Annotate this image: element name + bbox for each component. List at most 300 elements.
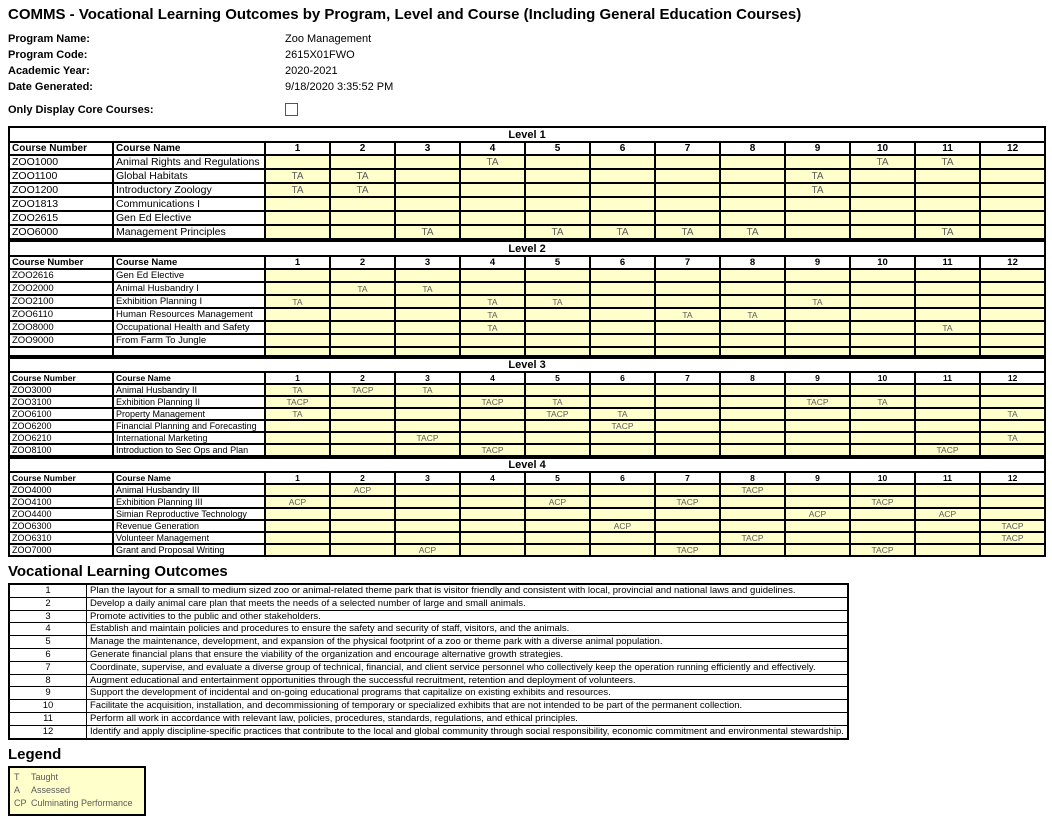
course-name-cell: Exhibition Planning II <box>113 396 265 408</box>
course-row <box>9 444 1045 456</box>
outcome-column-header: 6 <box>590 256 655 269</box>
mark-cell: TA <box>655 308 720 321</box>
course-row <box>9 384 1045 396</box>
mark-cell <box>850 269 915 282</box>
mark-cell <box>655 197 720 211</box>
mark-cell <box>265 532 330 544</box>
outcome-row <box>9 712 848 725</box>
mark-cell <box>915 384 980 396</box>
mark-cell <box>330 334 395 347</box>
outcome-column-header: 1 <box>265 472 330 484</box>
mark-cell <box>525 269 590 282</box>
outcome-column-header: 4 <box>460 142 525 155</box>
outcome-number-cell: 12 <box>9 725 87 738</box>
mark-cell <box>980 282 1045 295</box>
mark-cell <box>655 295 720 308</box>
mark-cell <box>720 420 785 432</box>
mark-cell <box>785 308 850 321</box>
outcome-row <box>9 674 848 687</box>
course-name-cell: Simian Reproductive Technology <box>113 508 265 520</box>
outcome-text-cell: Perform all work in accordance with relevant law, policies, procedures, standards, regulations, and ethical principles. <box>87 712 848 725</box>
mark-cell <box>265 269 330 282</box>
outcome-text-cell: Identify and apply discipline-specific practices that contribute to the local and global community through social responsibility, economic commitment and environmental stewardship. <box>87 725 848 738</box>
mark-cell: TACP <box>330 384 395 396</box>
course-number-cell: ZOO2100 <box>9 295 113 308</box>
mark-cell <box>590 432 655 444</box>
legend-label: Culminating Performance <box>31 798 133 809</box>
mark-cell <box>655 532 720 544</box>
mark-cell <box>980 396 1045 408</box>
mark-cell: TA <box>720 225 785 239</box>
mark-cell <box>915 520 980 532</box>
outcome-column-header: 12 <box>980 372 1045 384</box>
outcome-column-header: 11 <box>915 472 980 484</box>
mark-cell <box>330 444 395 456</box>
mark-cell: TA <box>460 155 525 169</box>
course-name-cell: Exhibition Planning III <box>113 496 265 508</box>
mark-cell <box>655 420 720 432</box>
outcome-column-header: 10 <box>850 472 915 484</box>
course-number-cell: ZOO4100 <box>9 496 113 508</box>
mark-cell <box>720 183 785 197</box>
mark-cell <box>720 282 785 295</box>
matrix-header-row <box>9 142 1045 155</box>
mark-cell <box>460 484 525 496</box>
outcome-row <box>9 584 848 597</box>
mark-cell <box>915 211 980 225</box>
mark-cell <box>980 211 1045 225</box>
matrix-header-row <box>9 372 1045 384</box>
mark-cell <box>655 444 720 456</box>
level-4-table <box>8 457 1046 557</box>
course-number-cell: ZOO6000 <box>9 225 113 239</box>
mark-cell <box>395 155 460 169</box>
outcome-column-header: 2 <box>330 256 395 269</box>
mark-cell <box>525 183 590 197</box>
mark-cell <box>265 420 330 432</box>
outcome-column-header: 2 <box>330 472 395 484</box>
outcome-number-cell: 3 <box>9 610 87 623</box>
mark-cell <box>785 408 850 420</box>
mark-cell <box>720 432 785 444</box>
outcome-column-header: 10 <box>850 256 915 269</box>
mark-cell <box>525 211 590 225</box>
course-number-cell: ZOO1200 <box>9 183 113 197</box>
mark-cell <box>980 169 1045 183</box>
course-row <box>9 520 1045 532</box>
level-band-row <box>9 127 1045 142</box>
mark-cell <box>395 532 460 544</box>
blank-mark-cell <box>720 347 785 356</box>
mark-cell <box>460 169 525 183</box>
mark-cell: ACP <box>525 496 590 508</box>
legend-title: Legend <box>8 745 62 763</box>
mark-cell <box>980 269 1045 282</box>
level-band-label: Level 3 <box>9 358 1045 372</box>
mark-cell: ACP <box>395 544 460 556</box>
mark-cell <box>265 484 330 496</box>
mark-cell <box>915 484 980 496</box>
course-row <box>9 496 1045 508</box>
outcome-column-header: 9 <box>785 372 850 384</box>
course-number-cell: ZOO3000 <box>9 384 113 396</box>
mark-cell <box>590 169 655 183</box>
blank-mark-cell <box>850 347 915 356</box>
course-name-cell: Animal Husbandry I <box>113 282 265 295</box>
mark-cell <box>720 408 785 420</box>
mark-cell <box>980 544 1045 556</box>
mark-cell: TA <box>330 282 395 295</box>
program-name-label: Program Name: <box>8 33 90 45</box>
outcome-column-header: 8 <box>720 256 785 269</box>
mark-cell: TA <box>395 384 460 396</box>
mark-cell <box>915 282 980 295</box>
mark-cell: TA <box>525 295 590 308</box>
mark-cell <box>915 496 980 508</box>
outcome-column-header: 2 <box>330 372 395 384</box>
mark-cell <box>460 384 525 396</box>
course-name-cell: Gen Ed Elective <box>113 211 265 225</box>
mark-cell: TACP <box>460 396 525 408</box>
mark-cell <box>330 321 395 334</box>
mark-cell <box>525 169 590 183</box>
mark-cell <box>525 532 590 544</box>
mark-cell: TACP <box>785 396 850 408</box>
course-row <box>9 295 1045 308</box>
mark-cell <box>785 544 850 556</box>
mark-cell: TA <box>980 432 1045 444</box>
course-row <box>9 532 1045 544</box>
outcome-text-cell: Support the development of incidental and on-going educational programs that capitalize on existing exhibits and resources. <box>87 687 848 700</box>
outcome-column-header: 8 <box>720 472 785 484</box>
mark-cell <box>590 444 655 456</box>
outcome-text-cell: Develop a daily animal care plan that meets the needs of a selected number of large and small animals. <box>87 597 848 610</box>
mark-cell <box>785 155 850 169</box>
course-name-cell: Exhibition Planning I <box>113 295 265 308</box>
legend-code: CP <box>14 798 27 809</box>
mark-cell <box>850 321 915 334</box>
course-number-cell: ZOO2615 <box>9 211 113 225</box>
mark-cell <box>720 396 785 408</box>
mark-cell: TA <box>525 225 590 239</box>
mark-cell <box>395 183 460 197</box>
blank-mark-cell <box>265 347 330 356</box>
mark-cell <box>395 408 460 420</box>
outcome-column-header: 5 <box>525 372 590 384</box>
mark-cell <box>265 211 330 225</box>
course-name-cell: Occupational Health and Safety <box>113 321 265 334</box>
outcome-row <box>9 700 848 713</box>
mark-cell <box>655 211 720 225</box>
outcome-column-header: 10 <box>850 372 915 384</box>
outcome-column-header: 4 <box>460 472 525 484</box>
matrix-header-row <box>9 472 1045 484</box>
mark-cell <box>525 384 590 396</box>
outcome-number-cell: 2 <box>9 597 87 610</box>
mark-cell <box>915 432 980 444</box>
mark-cell <box>265 225 330 239</box>
mark-cell <box>590 334 655 347</box>
mark-cell <box>785 484 850 496</box>
outcome-column-header: 2 <box>330 142 395 155</box>
mark-cell <box>980 308 1045 321</box>
mark-cell <box>850 308 915 321</box>
mark-cell <box>655 520 720 532</box>
mark-cell <box>330 197 395 211</box>
blank-mark-cell <box>980 347 1045 356</box>
course-row <box>9 334 1045 347</box>
mark-cell <box>980 384 1045 396</box>
outcome-row <box>9 623 848 636</box>
outcome-row <box>9 636 848 649</box>
mark-cell <box>590 544 655 556</box>
mark-cell <box>720 520 785 532</box>
mark-cell: TA <box>655 225 720 239</box>
mark-cell <box>460 197 525 211</box>
only-core-checkbox[interactable] <box>285 103 298 116</box>
mark-cell <box>720 508 785 520</box>
mark-cell <box>720 334 785 347</box>
outcome-column-header: 9 <box>785 142 850 155</box>
mark-cell: TA <box>980 408 1045 420</box>
mark-cell <box>850 169 915 183</box>
course-row <box>9 269 1045 282</box>
course-name-cell: Global Habitats <box>113 169 265 183</box>
program-code-row <box>8 47 1044 63</box>
mark-cell <box>785 420 850 432</box>
mark-cell <box>460 269 525 282</box>
course-name-header: Course Name <box>113 472 265 484</box>
mark-cell <box>330 396 395 408</box>
mark-cell <box>850 484 915 496</box>
legend-code: T <box>14 772 20 783</box>
course-number-header: Course Number <box>9 256 113 269</box>
course-name-cell: International Marketing <box>113 432 265 444</box>
mark-cell <box>395 321 460 334</box>
outcome-row <box>9 661 848 674</box>
mark-cell <box>590 211 655 225</box>
outcome-text-cell: Promote activities to the public and other stakeholders. <box>87 610 848 623</box>
course-row <box>9 183 1045 197</box>
course-number-cell: ZOO1000 <box>9 155 113 169</box>
mark-cell <box>460 225 525 239</box>
mark-cell <box>655 282 720 295</box>
mark-cell: TA <box>265 169 330 183</box>
outcome-column-header: 5 <box>525 142 590 155</box>
mark-cell <box>590 308 655 321</box>
course-number-cell: ZOO6200 <box>9 420 113 432</box>
course-name-header: Course Name <box>113 256 265 269</box>
mark-cell <box>265 508 330 520</box>
mark-cell <box>330 420 395 432</box>
mark-cell <box>330 508 395 520</box>
mark-cell: TA <box>915 321 980 334</box>
mark-cell <box>395 269 460 282</box>
mark-cell <box>525 308 590 321</box>
mark-cell <box>785 444 850 456</box>
course-name-cell: Introductory Zoology <box>113 183 265 197</box>
mark-cell: ACP <box>330 484 395 496</box>
mark-cell <box>525 282 590 295</box>
outcome-column-header: 12 <box>980 472 1045 484</box>
mark-cell <box>590 155 655 169</box>
outcome-number-cell: 1 <box>9 584 87 597</box>
mark-cell <box>330 544 395 556</box>
mark-cell <box>395 211 460 225</box>
mark-cell <box>850 282 915 295</box>
mark-cell <box>655 484 720 496</box>
course-row <box>9 408 1045 420</box>
mark-cell <box>980 225 1045 239</box>
mark-cell <box>980 420 1045 432</box>
mark-cell <box>915 197 980 211</box>
mark-cell <box>785 282 850 295</box>
mark-cell: TACP <box>590 420 655 432</box>
outcome-text-cell: Augment educational and entertainment opportunities through the successful recruitment, retention and deployment of volunteers. <box>87 674 848 687</box>
level-band-label: Level 1 <box>9 127 1045 142</box>
course-name-cell: Introduction to Sec Ops and Plan <box>113 444 265 456</box>
mark-cell <box>720 384 785 396</box>
outcome-number-cell: 8 <box>9 674 87 687</box>
course-row <box>9 225 1045 239</box>
mark-cell <box>590 532 655 544</box>
mark-cell <box>785 432 850 444</box>
course-name-header: Course Name <box>113 372 265 384</box>
course-name-cell: Animal Husbandry II <box>113 384 265 396</box>
mark-cell <box>590 295 655 308</box>
course-name-cell: From Farm To Jungle <box>113 334 265 347</box>
level-band-row <box>9 458 1045 472</box>
course-number-cell: ZOO1813 <box>9 197 113 211</box>
course-name-cell: Property Management <box>113 408 265 420</box>
outcome-row <box>9 687 848 700</box>
mark-cell <box>720 544 785 556</box>
mark-cell: TACP <box>915 444 980 456</box>
mark-cell <box>850 197 915 211</box>
mark-cell <box>265 334 330 347</box>
mark-cell <box>330 295 395 308</box>
blank-mark-cell <box>655 347 720 356</box>
mark-cell <box>915 183 980 197</box>
blank-name-cell <box>113 347 265 356</box>
outcome-column-header: 6 <box>590 372 655 384</box>
mark-cell <box>785 211 850 225</box>
mark-cell: TA <box>590 225 655 239</box>
outcomes-title: Vocational Learning Outcomes <box>8 563 228 580</box>
mark-cell <box>460 432 525 444</box>
mark-cell <box>590 282 655 295</box>
mark-cell <box>850 334 915 347</box>
course-name-cell: Management Principles <box>113 225 265 239</box>
mark-cell: TA <box>395 282 460 295</box>
mark-cell: TA <box>460 295 525 308</box>
mark-cell <box>330 408 395 420</box>
mark-cell: TA <box>330 183 395 197</box>
course-number-cell: ZOO2000 <box>9 282 113 295</box>
mark-cell: TACP <box>980 532 1045 544</box>
level-1-table <box>8 126 1046 240</box>
outcome-column-header: 4 <box>460 372 525 384</box>
mark-cell <box>395 308 460 321</box>
mark-cell <box>850 295 915 308</box>
program-name-value: Zoo Management <box>285 33 372 45</box>
mark-cell: ACP <box>265 496 330 508</box>
course-number-cell: ZOO6310 <box>9 532 113 544</box>
mark-cell <box>330 532 395 544</box>
mark-cell <box>720 321 785 334</box>
course-name-header: Course Name <box>113 142 265 155</box>
level-band-row <box>9 241 1045 256</box>
mark-cell <box>525 484 590 496</box>
course-name-cell: Communications I <box>113 197 265 211</box>
course-name-cell: Animal Husbandry III <box>113 484 265 496</box>
mark-cell <box>915 269 980 282</box>
course-row <box>9 321 1045 334</box>
mark-cell <box>980 444 1045 456</box>
mark-cell <box>655 334 720 347</box>
mark-cell <box>395 295 460 308</box>
mark-cell: TA <box>265 295 330 308</box>
course-number-header: Course Number <box>9 142 113 155</box>
mark-cell: TA <box>590 408 655 420</box>
mark-cell <box>330 432 395 444</box>
only-core-label: Only Display Core Courses: <box>8 103 154 116</box>
mark-cell <box>590 396 655 408</box>
mark-cell <box>395 396 460 408</box>
levels-container <box>8 126 1044 557</box>
course-row <box>9 197 1045 211</box>
mark-cell <box>265 282 330 295</box>
blank-mark-cell <box>590 347 655 356</box>
outcome-column-header: 3 <box>395 472 460 484</box>
mark-cell <box>525 420 590 432</box>
mark-cell: TACP <box>655 544 720 556</box>
course-number-header: Course Number <box>9 472 113 484</box>
course-number-cell: ZOO6110 <box>9 308 113 321</box>
outcome-column-header: 7 <box>655 142 720 155</box>
outcome-text-cell: Establish and maintain policies and procedures to ensure the safety and security of staff, visitors, and the animals. <box>87 623 848 636</box>
mark-cell <box>330 155 395 169</box>
mark-cell <box>785 532 850 544</box>
legend-item <box>14 771 140 784</box>
mark-cell <box>525 444 590 456</box>
mark-cell <box>590 496 655 508</box>
course-number-cell: ZOO3100 <box>9 396 113 408</box>
mark-cell <box>720 269 785 282</box>
mark-cell <box>330 269 395 282</box>
mark-cell: TACP <box>525 408 590 420</box>
mark-cell <box>980 508 1045 520</box>
course-number-cell: ZOO1100 <box>9 169 113 183</box>
mark-cell <box>525 544 590 556</box>
mark-cell <box>850 532 915 544</box>
mark-cell: TA <box>265 408 330 420</box>
outcome-column-header: 8 <box>720 142 785 155</box>
mark-cell <box>590 197 655 211</box>
outcome-column-header: 1 <box>265 256 330 269</box>
outcome-column-header: 7 <box>655 372 720 384</box>
matrix-header-row <box>9 256 1045 269</box>
mark-cell <box>785 197 850 211</box>
mark-cell: TA <box>265 183 330 197</box>
mark-cell <box>655 408 720 420</box>
legend-code: A <box>14 785 21 796</box>
mark-cell <box>720 295 785 308</box>
mark-cell <box>590 321 655 334</box>
mark-cell <box>720 155 785 169</box>
course-row <box>9 420 1045 432</box>
mark-cell <box>850 444 915 456</box>
